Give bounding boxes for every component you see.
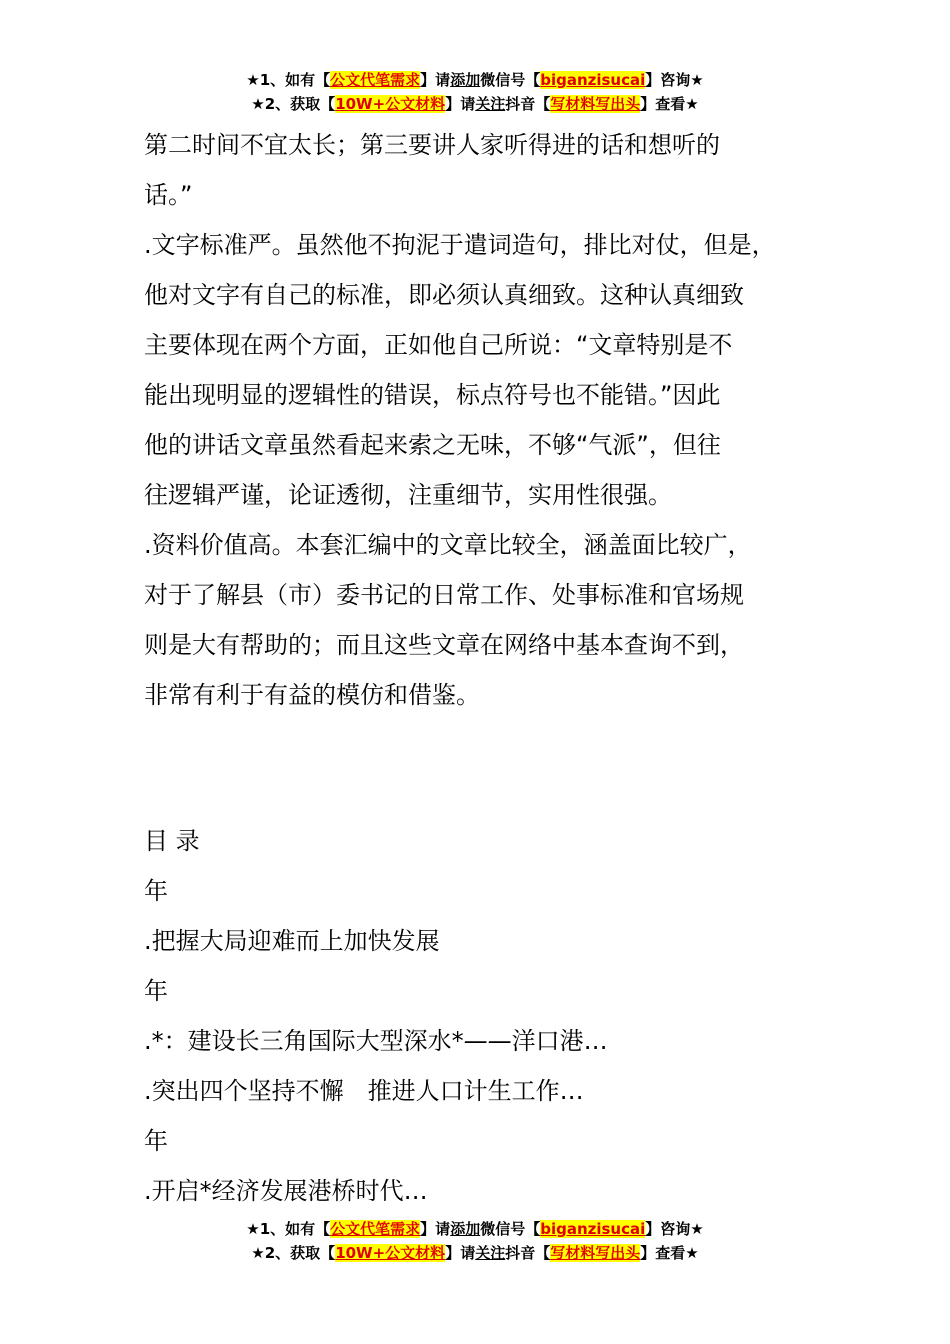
body-line: 对于了解县（市）委书记的日常工作、处事标准和官场规 bbox=[144, 581, 744, 609]
promo-text: 】咨询★ bbox=[645, 1220, 704, 1238]
body-line: 非常有利于有益的模仿和借鉴。 bbox=[144, 681, 480, 709]
promo-text: 】咨询★ bbox=[645, 71, 704, 89]
promo-text: 微信号【 bbox=[480, 1220, 541, 1238]
promo-text: ★1、如有【 bbox=[246, 71, 331, 89]
toc-entry[interactable]: .开启*经济发展港桥时代… bbox=[144, 1177, 428, 1205]
body-line: 他的讲话文章虽然看起来索之无味，不够“气派”，但往 bbox=[144, 431, 721, 459]
promo-highlight: 写材料写出头 bbox=[550, 95, 641, 113]
promo-highlight: 10W+公文材料 bbox=[335, 1244, 446, 1262]
toc-title: 目 录 bbox=[144, 827, 200, 855]
promo-text: 】查看★ bbox=[640, 95, 699, 113]
body-line: .文字标准严。虽然他不拘泥于遣词造句，排比对仗，但是， bbox=[144, 231, 776, 259]
toc-year-heading: 年 bbox=[144, 977, 168, 1005]
promo-text: 】请 bbox=[420, 1220, 451, 1238]
promo-underline: 添加 bbox=[450, 1220, 481, 1238]
promo-text: ★1、如有【 bbox=[246, 1220, 331, 1238]
body-line: 能出现明显的逻辑性的错误，标点符号也不能错。”因此 bbox=[144, 381, 721, 409]
body-line: 话。” bbox=[144, 181, 193, 209]
toc-year-heading: 年 bbox=[144, 877, 168, 905]
promo-text: 】查看★ bbox=[640, 1244, 699, 1262]
toc-entry[interactable]: .*：建设长三角国际大型深水*——洋口港… bbox=[144, 1027, 608, 1055]
promo-line-2 bbox=[0, 92, 950, 116]
promo-text: 微信号【 bbox=[480, 71, 541, 89]
document-body bbox=[144, 120, 844, 720]
toc-entry[interactable]: .把握大局迎难而上加快发展 bbox=[144, 927, 440, 955]
promo-line-1 bbox=[0, 1217, 950, 1241]
body-line: 他对文字有自己的标准，即必须认真细致。这种认真细致 bbox=[144, 281, 744, 309]
promo-text: ★2、获取【 bbox=[251, 95, 336, 113]
promo-text: ★2、获取【 bbox=[251, 1244, 336, 1262]
body-line: .资料价值高。本套汇编中的文章比较全，涵盖面比较广， bbox=[144, 531, 752, 559]
promo-highlight: biganzisucai bbox=[540, 1220, 646, 1238]
promo-underline: 添加 bbox=[450, 71, 481, 89]
promo-highlight: 10W+公文材料 bbox=[335, 95, 446, 113]
header-promo-banner bbox=[0, 68, 950, 116]
table-of-contents bbox=[144, 816, 844, 1216]
footer-promo-banner bbox=[0, 1217, 950, 1265]
toc-year-heading: 年 bbox=[144, 1127, 168, 1155]
promo-text: 】请 bbox=[445, 1244, 476, 1262]
promo-highlight: 公文代笔需求 bbox=[330, 1220, 421, 1238]
promo-highlight: 公文代笔需求 bbox=[330, 71, 421, 89]
toc-entry[interactable]: .突出四个坚持不懈 推进人口计生工作… bbox=[144, 1077, 584, 1105]
promo-underline: 关注 bbox=[475, 1244, 506, 1262]
promo-underline: 关注 bbox=[475, 95, 506, 113]
body-line: 则是大有帮助的；而且这些文章在网络中基本查询不到， bbox=[144, 631, 744, 659]
body-line: 往逻辑严谨，论证透彻，注重细节，实用性很强。 bbox=[144, 481, 672, 509]
promo-text: 抖音【 bbox=[505, 95, 551, 113]
promo-line-2 bbox=[0, 1241, 950, 1265]
body-line: 第二时间不宜太长；第三要讲人家听得进的话和想听的 bbox=[144, 131, 720, 159]
promo-highlight: biganzisucai bbox=[540, 71, 646, 89]
body-line: 主要体现在两个方面，正如他自己所说：“文章特别是不 bbox=[144, 331, 733, 359]
promo-text: 】请 bbox=[445, 95, 476, 113]
promo-text: 】请 bbox=[420, 71, 451, 89]
promo-line-1 bbox=[0, 68, 950, 92]
promo-highlight: 写材料写出头 bbox=[550, 1244, 641, 1262]
promo-text: 抖音【 bbox=[505, 1244, 551, 1262]
